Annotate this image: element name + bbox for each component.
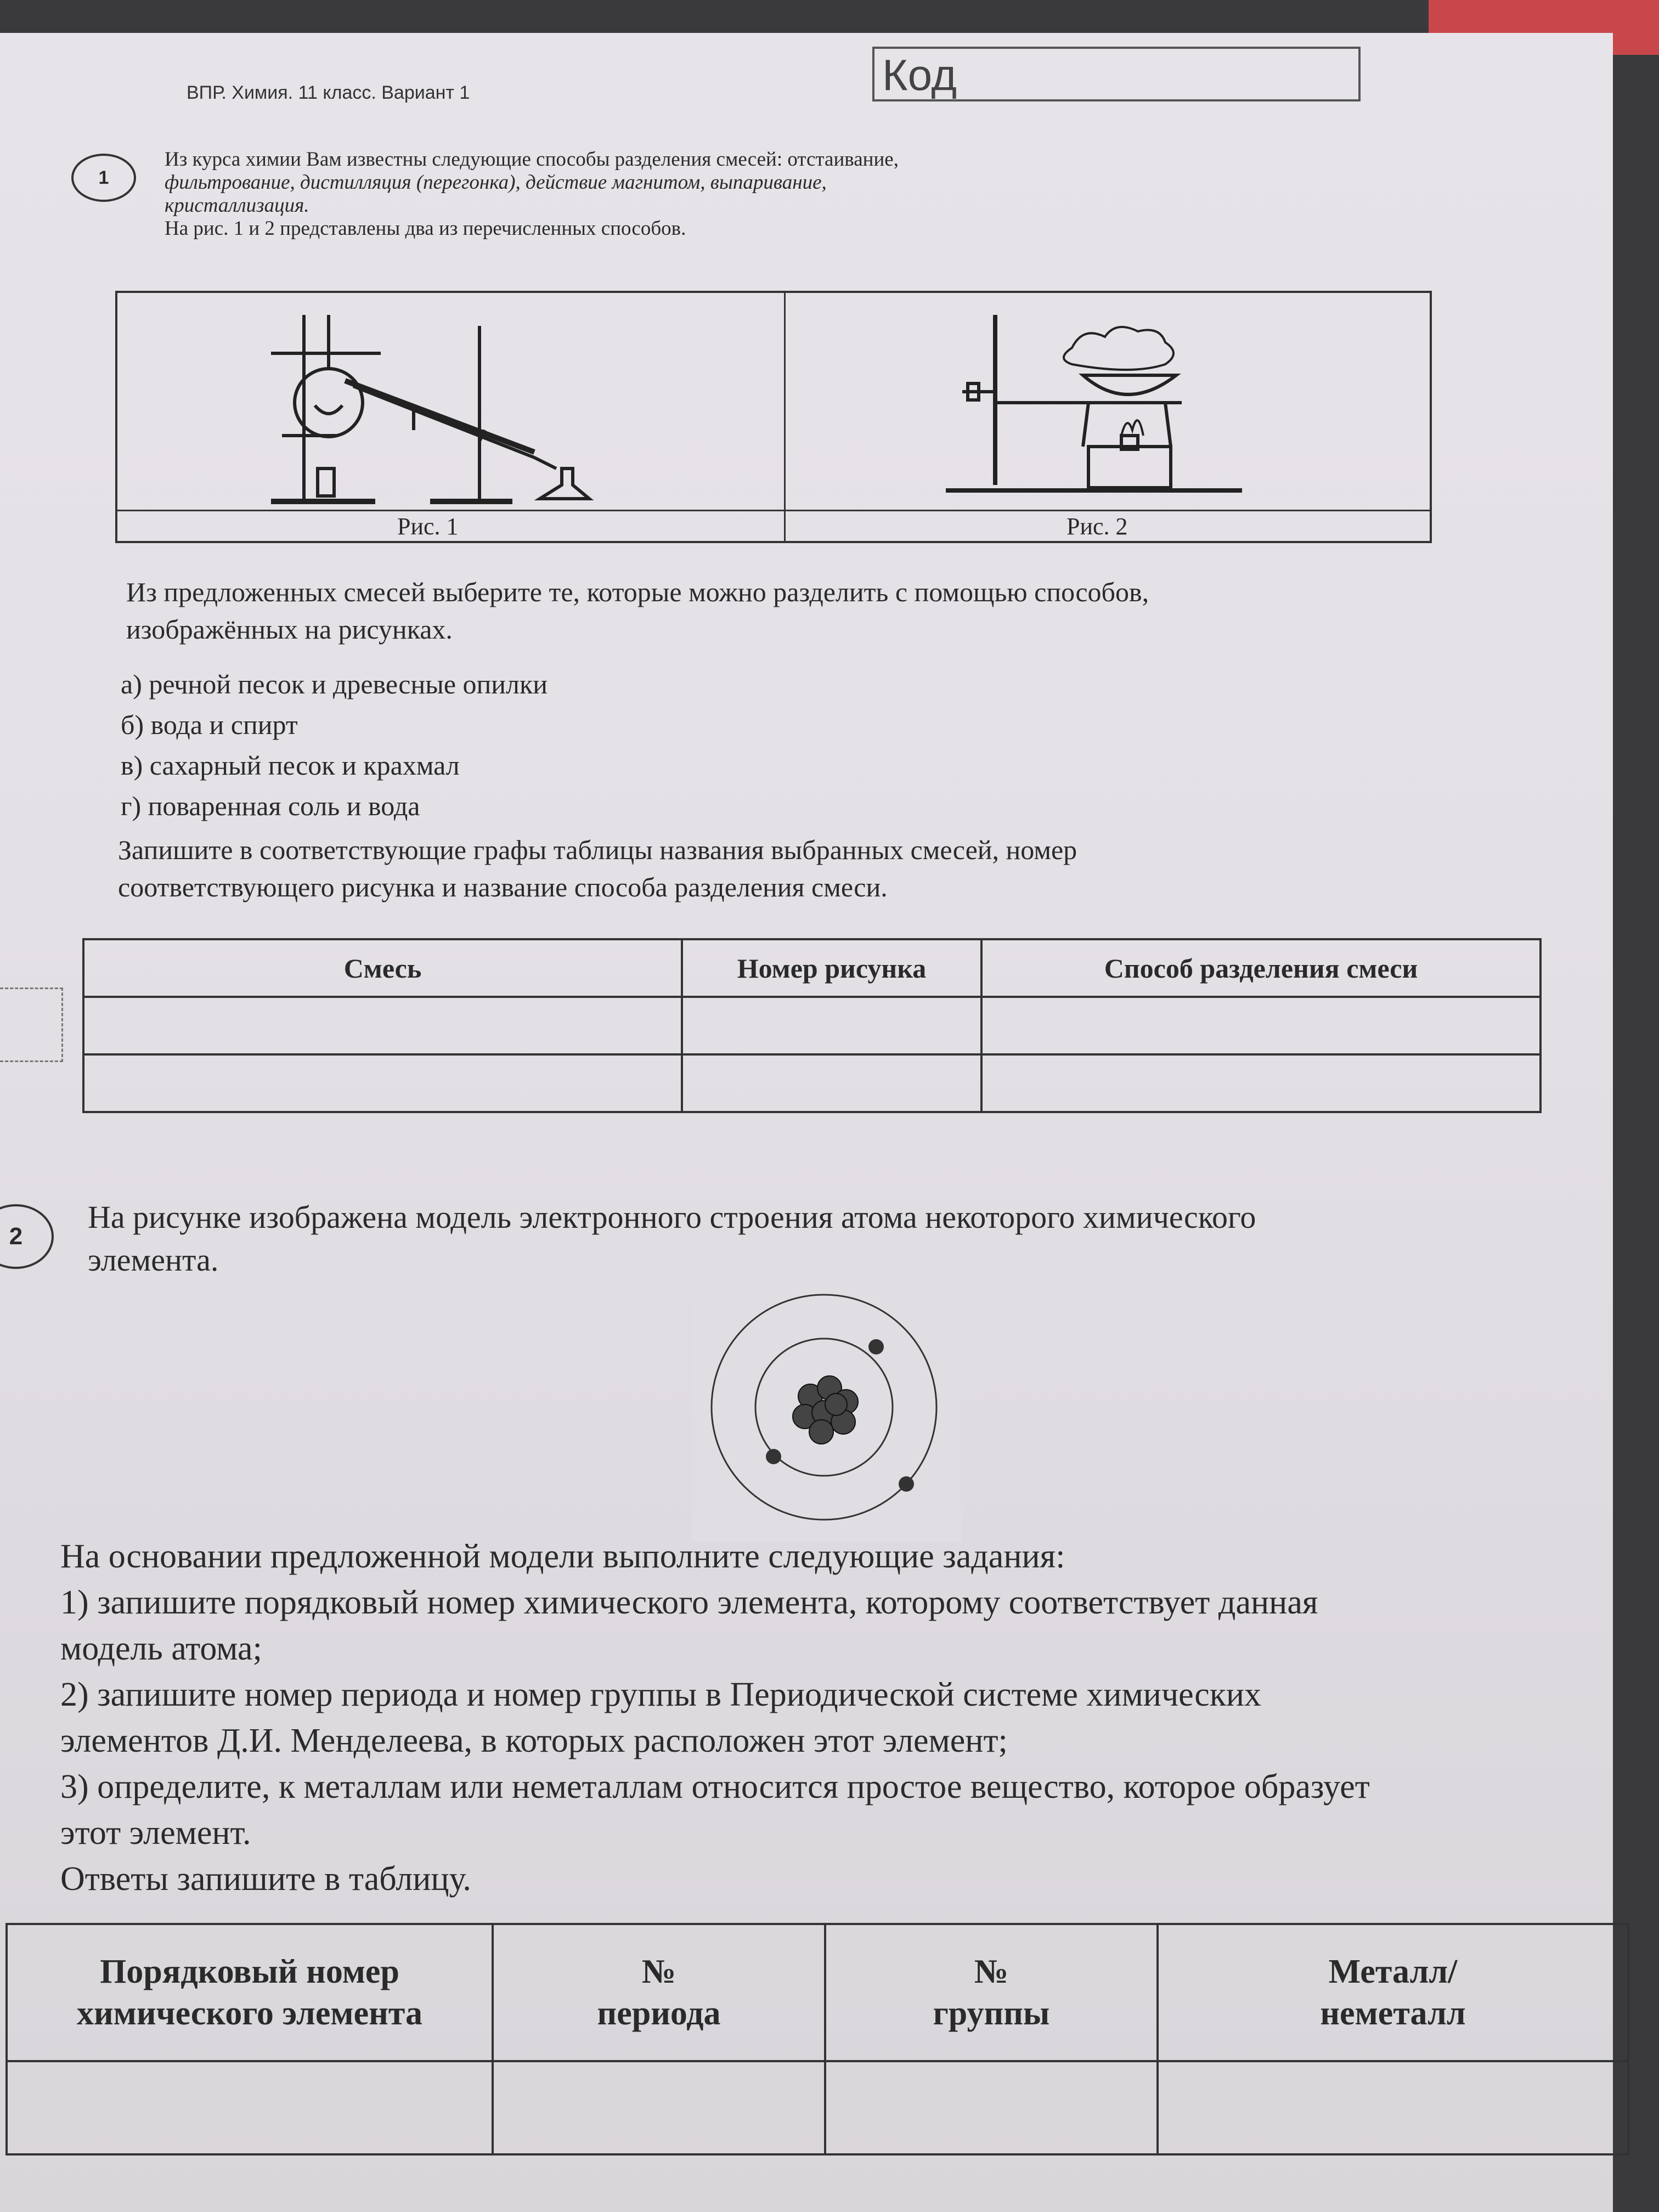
task1-question-line: изображённых на рисунках. <box>126 614 453 645</box>
answer-cell[interactable] <box>682 1054 981 1112</box>
header-line: неметалл <box>1320 1995 1466 2032</box>
header-line: периода <box>597 1995 721 2032</box>
figures-table <box>115 291 1432 543</box>
table-header <box>825 1924 1158 2061</box>
header-line: Металл/ <box>1328 1953 1458 1990</box>
option-b: б) вода и спирт <box>121 709 298 740</box>
task2-item3: 3) определите, к металлам или неметаллам относится простое вещество, которое образует <box>60 1768 1370 1805</box>
atom-model-figure <box>692 1273 961 1542</box>
task-number-2: 2 <box>0 1204 54 1269</box>
table-header: Номер рисунка <box>682 939 981 997</box>
figure2-caption: Рис. 2 <box>1066 513 1128 540</box>
task2-item1: модель атома; <box>60 1630 262 1667</box>
divider <box>784 293 786 541</box>
task2-item2: 2) запишите номер периода и номер группы в Периодической системе химических <box>60 1676 1262 1713</box>
table-header <box>493 1924 825 2061</box>
answer-cell[interactable] <box>682 997 981 1054</box>
score-box <box>0 988 63 1062</box>
answer-cell[interactable] <box>493 2061 825 2154</box>
task2-lead: На основании предложенной модели выполните следующие задания: <box>60 1538 1065 1575</box>
answer-cell[interactable] <box>981 997 1541 1054</box>
answer-cell[interactable] <box>7 2061 493 2154</box>
atom-model-icon <box>692 1273 961 1542</box>
evaporation-apparatus-figure <box>935 304 1275 507</box>
task2-intro <box>88 1196 1558 1282</box>
option-a: а) речной песок и древесные опилки <box>121 669 548 699</box>
task1-intro-line: фильтрование, дистилляция (перегонка), действие магнитом, выпаривание, <box>165 171 827 194</box>
task2-intro-line: На рисунке изображена модель электронного строения атома некоторого химического <box>88 1199 1256 1235</box>
answer-cell[interactable] <box>83 997 682 1054</box>
distillation-apparatus-figure <box>249 304 765 507</box>
header-line: № <box>974 1953 1009 1990</box>
header-line: Порядковый номер <box>100 1953 399 1990</box>
task-number-1: 1 <box>71 154 136 202</box>
task2-answer-table <box>5 1923 1629 2155</box>
table-header: Способ разделения смеси <box>981 939 1541 997</box>
task1-question <box>126 573 1465 648</box>
answers-prompt: Ответы запишите в таблицу. <box>60 1860 471 1898</box>
task1-intro-line: Из курса химии Вам известны следующие способы разделения смесей: отстаивание, <box>165 148 899 171</box>
header-line: группы <box>933 1995 1050 2032</box>
figure1-caption: Рис. 1 <box>397 513 459 540</box>
task2-item3: этот элемент. <box>60 1814 251 1852</box>
divider <box>117 510 1430 511</box>
task1-question-line: Из предложенных смесей выберите те, которые можно разделить с помощью способов, <box>126 577 1149 607</box>
table-header <box>1158 1924 1628 2061</box>
task1-instruction-line: Запишите в соответствующие графы таблицы названия выбранных смесей, номер <box>118 834 1077 865</box>
task1-instruction-line: соответствующего рисунка и название способа разделения смеси. <box>118 872 888 902</box>
task1-answer-table <box>82 938 1542 1113</box>
table-header: Смесь <box>83 939 682 997</box>
header-line: химического элемента <box>76 1995 423 2032</box>
task1-intro-line: кристаллизация. <box>165 194 309 217</box>
task1-intro <box>165 148 1393 240</box>
answer-cell[interactable] <box>981 1054 1541 1112</box>
header-line: № <box>641 1953 676 1990</box>
task2-item2: элементов Д.И. Менделеева, в которых расположен этот элемент; <box>60 1722 1008 1759</box>
option-c: в) сахарный песок и крахмал <box>121 750 460 781</box>
task1-options <box>121 664 998 826</box>
answer-cell[interactable] <box>1158 2061 1628 2154</box>
answer-cell[interactable] <box>83 1054 682 1112</box>
task2-intro-line: элемента. <box>88 1242 219 1278</box>
code-field[interactable]: Код <box>872 47 1361 101</box>
answer-cell[interactable] <box>825 2061 1158 2154</box>
option-d: г) поваренная соль и вода <box>121 791 420 821</box>
task2-instructions <box>60 1533 1629 1902</box>
task1-intro-line: На рис. 1 и 2 представлены два из перечисленных способов. <box>165 217 686 240</box>
task2-item1: 1) запишите порядковый номер химического элемента, которому соответствует данная <box>60 1584 1318 1621</box>
page-header: ВПР. Химия. 11 класс. Вариант 1 <box>187 82 470 103</box>
table-header <box>7 1924 493 2061</box>
task1-instruction <box>118 831 1489 906</box>
